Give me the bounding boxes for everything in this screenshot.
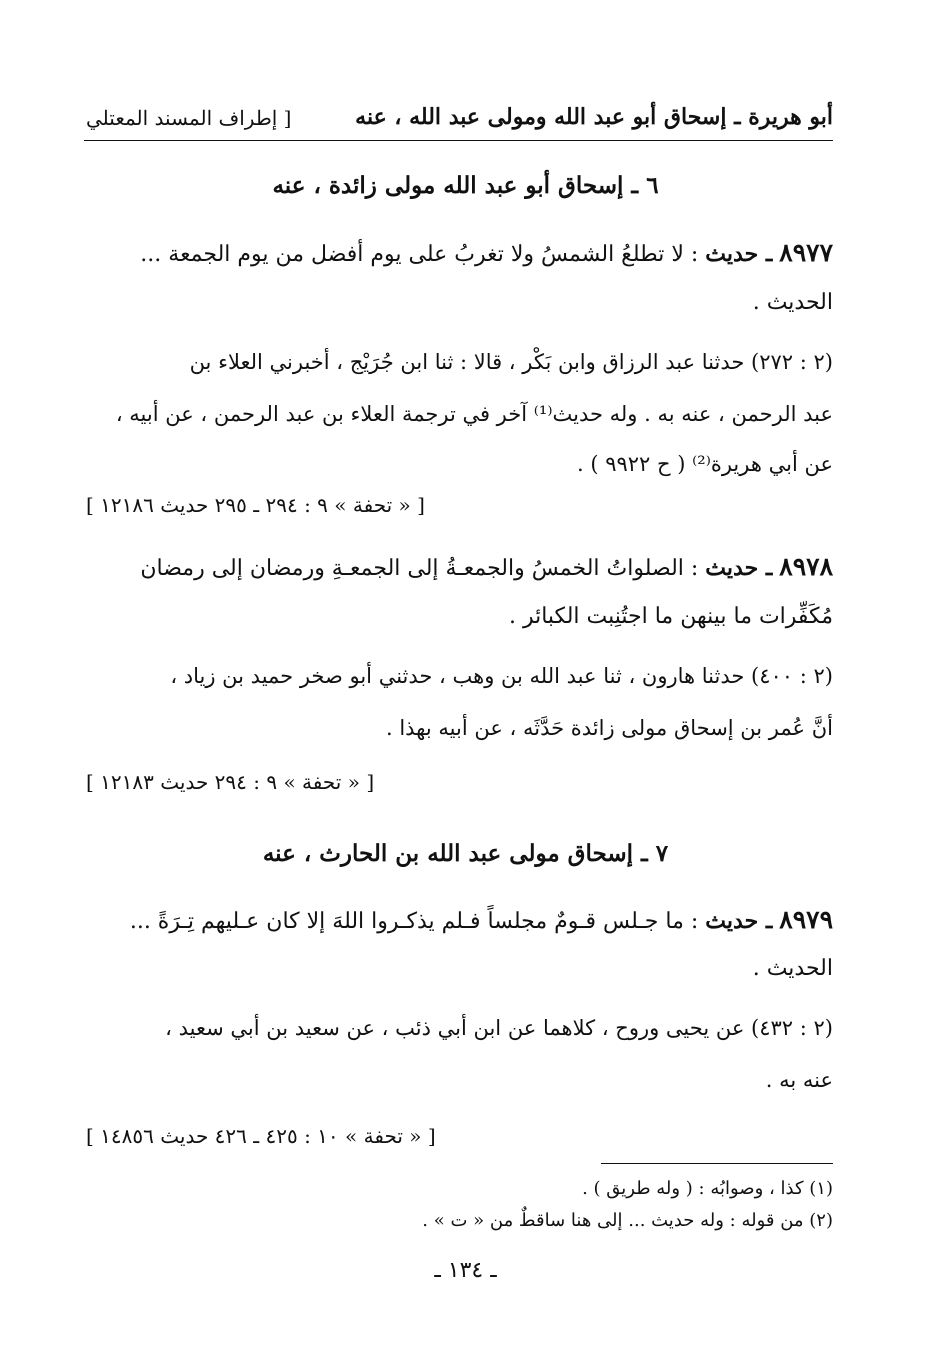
hadith-text-continued: الحديث .	[752, 290, 833, 315]
page-number: ـ ١٣٤ ـ	[434, 1258, 497, 1283]
hadith-label: ـ حديث	[705, 241, 773, 267]
hadith-entry-line	[130, 905, 833, 934]
hadith-text: : لا تطلعُ الشمسُ ولا تغربُ على يوم أفضل من يوم الجمعة ...	[140, 242, 699, 267]
section-title: ٦ ـ إسحاق أبو عبد الله مولى زائدة ، عنه	[272, 172, 659, 199]
hadith-text-continued: الحديث .	[752, 956, 833, 981]
footnote: (١) كذا ، وصوابُه : ( وله طريق ) .	[582, 1178, 833, 1199]
isnad-line: عبد الرحمن ، عنه به . وله حديث⁽¹⁾ آخر في ترجمة العلاء بن عبد الرحمن ، عن أبيه ،	[115, 402, 833, 426]
hadith-entry-line	[140, 238, 833, 267]
hadith-text: : ما جـلس قـومٌ مجلساً فـلم يذكـروا اللهَ إلا كان عـليهم تِـرَةً ...	[129, 909, 699, 934]
hadith-label: ـ حديث	[705, 555, 773, 581]
footnote-divider	[601, 1163, 833, 1164]
isnad-line: (٢ : ٤٣٢) عن يحيى وروح ، كلاهما عن ابن أبي ذئب ، عن سعيد بن أبي سعيد ،	[165, 1016, 833, 1040]
hadith-number: ٨٩٧٨	[779, 552, 833, 581]
isnad-line: أنَّ عُمر بن إسحاق مولى زائدة حَدَّثَه ، عن أبيه بهذا .	[385, 716, 833, 740]
isnad-line: (٢ : ٢٧٢) حدثنا عبد الرزاق وابن بَكْر ، قالا : ثنا ابن جُرَيْج ، أخبرني العلاء بن	[189, 350, 833, 374]
footnote: (٢) من قوله : وله حديث ... إلى هنا ساقطٌ من « ت » .	[422, 1210, 833, 1231]
section-title: ٧ ـ إسحاق مولى عبد الله بن الحارث ، عنه	[262, 840, 669, 867]
isnad-line: عن أبي هريرة⁽²⁾ ( ح ٩٩٢٢ ) .	[576, 452, 833, 476]
tuhfa-reference: [ « تحفة » ٩ : ٢٩٤ حديث ١٢١٨٣ ]	[86, 770, 375, 794]
tuhfa-reference: [ « تحفة » ٩ : ٢٩٤ ـ ٢٩٥ حديث ١٢١٨٦ ]	[86, 493, 425, 517]
hadith-number: ٨٩٧٩	[779, 905, 833, 934]
isnad-line: عنه به .	[765, 1068, 833, 1092]
hadith-text-continued: مُكَفِّرات ما بينهن ما اجتُنِبت الكبائر .	[508, 604, 833, 629]
header-divider	[84, 140, 833, 141]
hadith-text: : الصلواتُ الخمسُ والجمعـةُ إلى الجمعـةِ ورمضان إلى رمضان	[140, 556, 699, 581]
running-header-title: أبو هريرة ـ إسحاق أبو عبد الله ومولى عبد الله ، عنه	[355, 104, 833, 130]
hadith-entry-line	[140, 552, 833, 581]
running-header-book: [ إطراف المسند المعتلي	[86, 106, 292, 130]
tuhfa-reference: [ « تحفة » ١٠ : ٤٢٥ ـ ٤٢٦ حديث ١٤٨٥٦ ]	[86, 1124, 436, 1148]
hadith-number: ٨٩٧٧	[779, 238, 833, 267]
isnad-line: (٢ : ٤٠٠) حدثنا هارون ، ثنا عبد الله بن وهب ، حدثني أبو صخر حميد بن زياد ،	[170, 664, 833, 688]
hadith-label: ـ حديث	[705, 908, 773, 934]
